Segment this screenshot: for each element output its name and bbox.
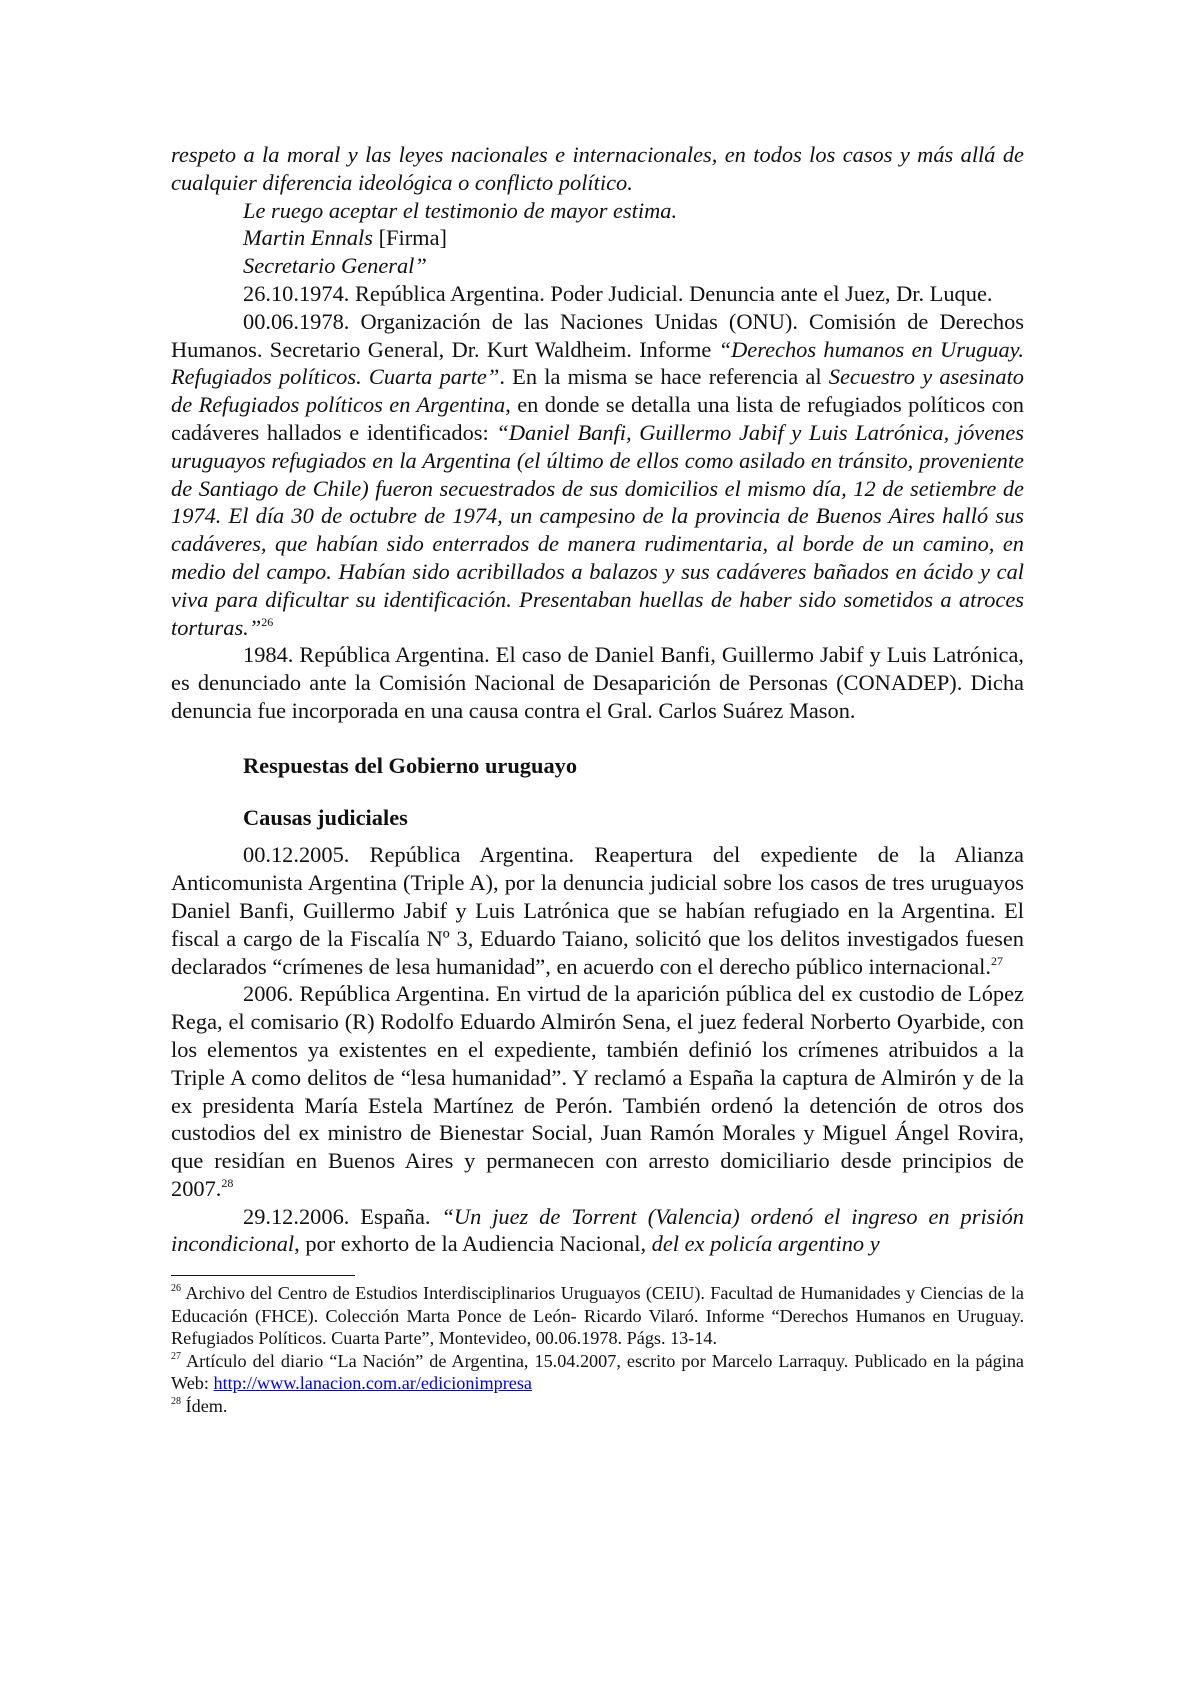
subsection-heading: Causas judiciales bbox=[243, 804, 408, 830]
entry-2005 bbox=[171, 841, 1024, 980]
entry-2006-text: 2006. República Argentina. En virtud de la aparición pública del ex custodio de López Rega, el comisario (R) Rodolfo Eduardo Almirón Sena, el juez federal Norberto Oyarbide, con los elementos ya existentes en el expediente, también definió los crímenes atribuidos a la Triple A como delitos de “lesa humanidad”. Y reclamó a España la captura de Almirón y de la ex presidenta María Estela Martínez de Perón. También ordenó la detención de otros dos custodios del ex ministro de Bienestar Social, Juan Ramón Morales y Miguel Ángel Rovira, que residían en Buenos Aires y permanecen con arresto domiciliario desde principios de 2007. bbox=[171, 981, 1024, 1201]
entry-2006-spain-text: , por exhorto de la Audiencia Nacional, bbox=[294, 1231, 652, 1257]
footnote-ref-27[interactable]: 27 bbox=[991, 953, 1003, 968]
report-quote: “Daniel Banfi, Guillermo Jabif y Luis Latrónica, jóvenes uruguayos refugiados en la Argentina (el último de ellos como asilado en tránsito, proveniente de Santiago de Chile) fueron secuestrados de sus domicilios el mismo día, 12 de setiembre de 1974. El día 30 de octubre de 1974, un campesino de la provincia de Buenos Aires halló sus cadáveres, que habían sido enterrados de manera rudimentaria, al borde de un camino, en medio del campo. Habían sido acribillados a balazos y sus cadáveres bañados en ácido y cal viva para dificultar su identificación. Presentaban huellas de haber sido sometidos a atroces torturas.” bbox=[171, 419, 1024, 640]
entry-2006-spain bbox=[171, 1203, 1024, 1259]
signatory-name: Martin Ennals bbox=[243, 225, 373, 251]
signatory-title: Secretario General” bbox=[243, 253, 427, 279]
news-quote: “Un juez de Torrent (Valencia) ordenó el ingreso en prisión incondicional bbox=[171, 1203, 1024, 1257]
footnote-number: 28 bbox=[171, 1395, 181, 1407]
section-heading: Respuestas del Gobierno uruguayo bbox=[243, 752, 578, 778]
document-page bbox=[171, 141, 1024, 1417]
entry-1984: 1984. República Argentina. El caso de Daniel Banfi, Guillermo Jabif y Luis Latrónica, es denunciado ante la Comisión Nacional de Desaparición de Personas (CONADEP). Dicha denuncia fue incorporada en una causa contra el Gral. Carlos Suárez Mason. bbox=[171, 642, 1024, 723]
entry-2005-text: 00.12.2005. República Argentina. Reapertura del expediente de la Alianza Anticomunista Argentina (Triple A), por la denuncia judicial sobre los casos de tres uruguayos Daniel Banfi, Guillermo Jabif y Luis Latrónica que se habían refugiado en la Argentina. El fiscal a cargo de la Fiscalía Nº 3, Eduardo Taiano, solicitó que los delitos investigados fuesen declarados “crímenes de lesa humanidad”, en acuerdo con el derecho público internacional. bbox=[171, 842, 1024, 979]
entry-1978-text: 00.06.1978. Organización de las Naciones Unidas (ONU). Comisión de Derechos Humanos. Secretario General, Dr. Kurt Waldheim. Informe bbox=[171, 308, 1024, 362]
footnote-ref-28[interactable]: 28 bbox=[221, 1175, 234, 1190]
footnote-number: 27 bbox=[171, 1350, 181, 1362]
news-quote: del ex policía argentino y bbox=[651, 1231, 880, 1257]
letter-greeting: Le ruego aceptar el testimonio de mayor estima. bbox=[243, 197, 678, 223]
entry-1978 bbox=[171, 308, 1024, 642]
lanacion-link[interactable]: http://www.lanacion.com.ar/edicionimpresa bbox=[213, 1373, 533, 1394]
footnote-text: Archivo del Centro de Estudios Interdisciplinarios Uruguayos (CEIU). Facultad de Humanidades y Ciencias de la Educación (FHCE). Colección Marta Ponce de León- Ricardo Vilaró. Informe “Derechos Humanos en Uruguay. Refugiados Políticos. Cuarta Parte”, Montevideo, 00.06.1978. Págs. 13-14. bbox=[171, 1283, 1024, 1349]
letter-closing-paragraph bbox=[171, 141, 1024, 197]
footnote-26 bbox=[171, 1282, 1024, 1350]
entry-1978-text: , en donde se detalla una lista de refugiados políticos con cadáveres hallados e identificados: bbox=[171, 392, 1025, 445]
footnote-text: Ídem. bbox=[181, 1395, 228, 1416]
entry-1978-text: . En la misma se hace referencia al bbox=[499, 364, 829, 390]
entry-2006 bbox=[171, 980, 1024, 1202]
entry-2006-spain-text: 29.12.2006. España. bbox=[243, 1203, 442, 1229]
entry-1974: 26.10.1974. República Argentina. Poder Judicial. Denuncia ante el Juez, Dr. Luque. bbox=[243, 280, 993, 306]
letter-closing-text: respeto a la moral y las leyes nacionales e internacionales, en todos los casos y más allá de cualquier diferencia ideológica o conflicto político. bbox=[171, 142, 1024, 195]
footnote-number: 26 bbox=[171, 1283, 181, 1295]
footnote-text: Artículo del diario “La Nación” de Argentina, 15.04.2007, escrito por Marcelo Larraquy. Publicado en la página Web: bbox=[171, 1350, 1024, 1394]
footnote-28 bbox=[171, 1395, 1024, 1418]
signature-note: [Firma] bbox=[373, 225, 447, 251]
section-title: Secuestro y asesinato de Refugiados políticos en Argentina bbox=[171, 364, 1024, 418]
report-title: “Derechos humanos en Uruguay. Refugiados políticos. Cuarta parte” bbox=[171, 336, 1024, 390]
footnote-ref-26[interactable]: 26 bbox=[261, 614, 274, 629]
footnote-27 bbox=[171, 1350, 1024, 1395]
letter-signature bbox=[243, 224, 1024, 252]
footnote-separator bbox=[171, 1275, 355, 1276]
